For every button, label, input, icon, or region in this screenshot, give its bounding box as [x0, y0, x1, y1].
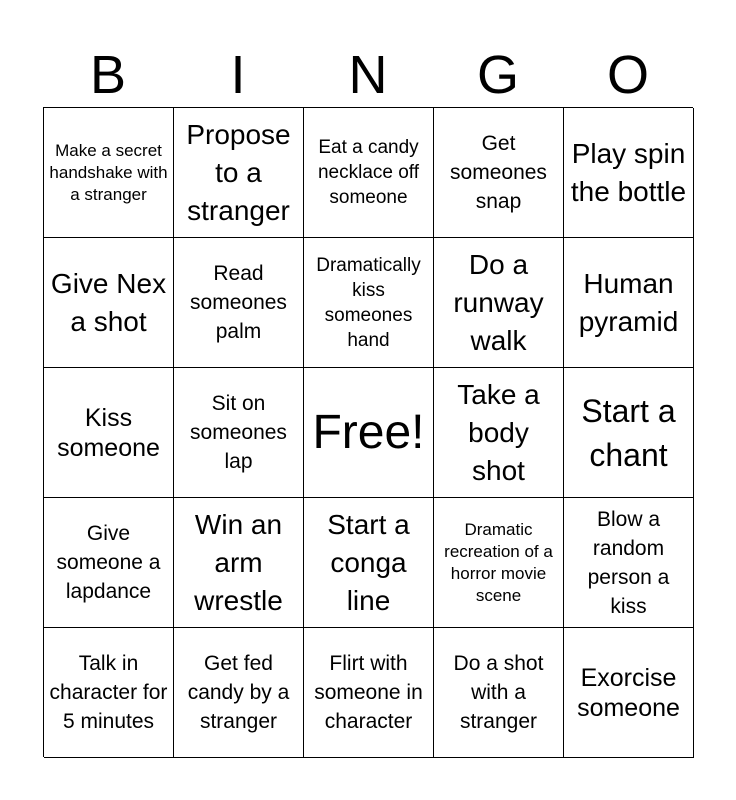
cell-text: Sit on someones lap: [190, 392, 287, 473]
bingo-cell-r2-c4[interactable]: [434, 238, 564, 368]
cell-text: Kiss someone: [57, 403, 160, 462]
cell-text: Exorcise someone: [577, 663, 680, 722]
cell-text: Start a conga line: [327, 508, 410, 616]
cell-text: Dramatically kiss someones hand: [316, 254, 421, 351]
bingo-cell-r5-c4[interactable]: [434, 628, 564, 758]
bingo-cell-r5-c3[interactable]: [304, 628, 434, 758]
cell-text: Human pyramid: [578, 267, 679, 337]
cell-text: Talk in character for 5 minutes: [49, 652, 168, 733]
bingo-cell-r4-c1[interactable]: [44, 498, 174, 628]
cell-text: Do a shot with a stranger: [453, 652, 544, 733]
header-letter-i: I: [230, 45, 246, 105]
bingo-cell-free[interactable]: [304, 368, 434, 498]
bingo-cell-r2-c3[interactable]: [304, 238, 434, 368]
cell-text: Blow a random person a kiss: [587, 507, 670, 618]
bingo-cell-r5-c2[interactable]: [174, 628, 304, 758]
cell-text: Win an arm wrestle: [194, 508, 283, 616]
header-letter-g: G: [476, 45, 519, 105]
bingo-cell-r4-c5[interactable]: [564, 498, 694, 628]
bingo-cell-r1-c1[interactable]: [44, 108, 174, 238]
bingo-cell-r3-c4[interactable]: [434, 368, 564, 498]
bingo-cell-r4-c4[interactable]: [434, 498, 564, 628]
bingo-cell-r5-c1[interactable]: [44, 628, 174, 758]
bingo-board: [43, 107, 693, 757]
cell-text: Give someone a lapdance: [56, 522, 161, 603]
cell-text: Get someones snap: [450, 132, 547, 213]
bingo-cell-r5-c5[interactable]: [564, 628, 694, 758]
cell-text: Read someones palm: [190, 262, 287, 343]
cell-text: Play spin the bottle: [570, 137, 687, 207]
bingo-cell-r1-c4[interactable]: [434, 108, 564, 238]
cell-text: Make a secret handshake with a stranger: [49, 140, 168, 204]
cell-text: Take a body shot: [457, 378, 540, 486]
bingo-cell-r4-c2[interactable]: [174, 498, 304, 628]
header-letter-n: N: [348, 45, 388, 105]
bingo-cell-r4-c3[interactable]: [304, 498, 434, 628]
cell-text: Flirt with someone in character: [314, 652, 423, 733]
bingo-cell-r1-c2[interactable]: [174, 108, 304, 238]
cell-text: Give Nex a shot: [50, 267, 167, 337]
bingo-cell-r3-c2[interactable]: [174, 368, 304, 498]
cell-text: Dramatic recreation of a horror movie scene: [444, 519, 553, 605]
cell-text: Get fed candy by a stranger: [187, 652, 290, 733]
header-letter-b: B: [89, 45, 127, 105]
header-letter-o: O: [606, 45, 649, 105]
cell-text: Start a chant: [581, 392, 676, 473]
bingo-cell-r1-c5[interactable]: [564, 108, 694, 238]
bingo-header: [43, 42, 693, 108]
bingo-cell-r2-c2[interactable]: [174, 238, 304, 368]
bingo-cell-r1-c3[interactable]: [304, 108, 434, 238]
bingo-cell-r3-c5[interactable]: [564, 368, 694, 498]
cell-text: Propose to a stranger: [186, 118, 291, 226]
bingo-cell-r3-c1[interactable]: [44, 368, 174, 498]
bingo-cell-r2-c5[interactable]: [564, 238, 694, 368]
free-space-text: Free!: [312, 405, 425, 459]
cell-text: Eat a candy necklace off someone: [317, 137, 420, 208]
cell-text: Do a runway walk: [453, 248, 544, 356]
bingo-cell-r2-c1[interactable]: [44, 238, 174, 368]
